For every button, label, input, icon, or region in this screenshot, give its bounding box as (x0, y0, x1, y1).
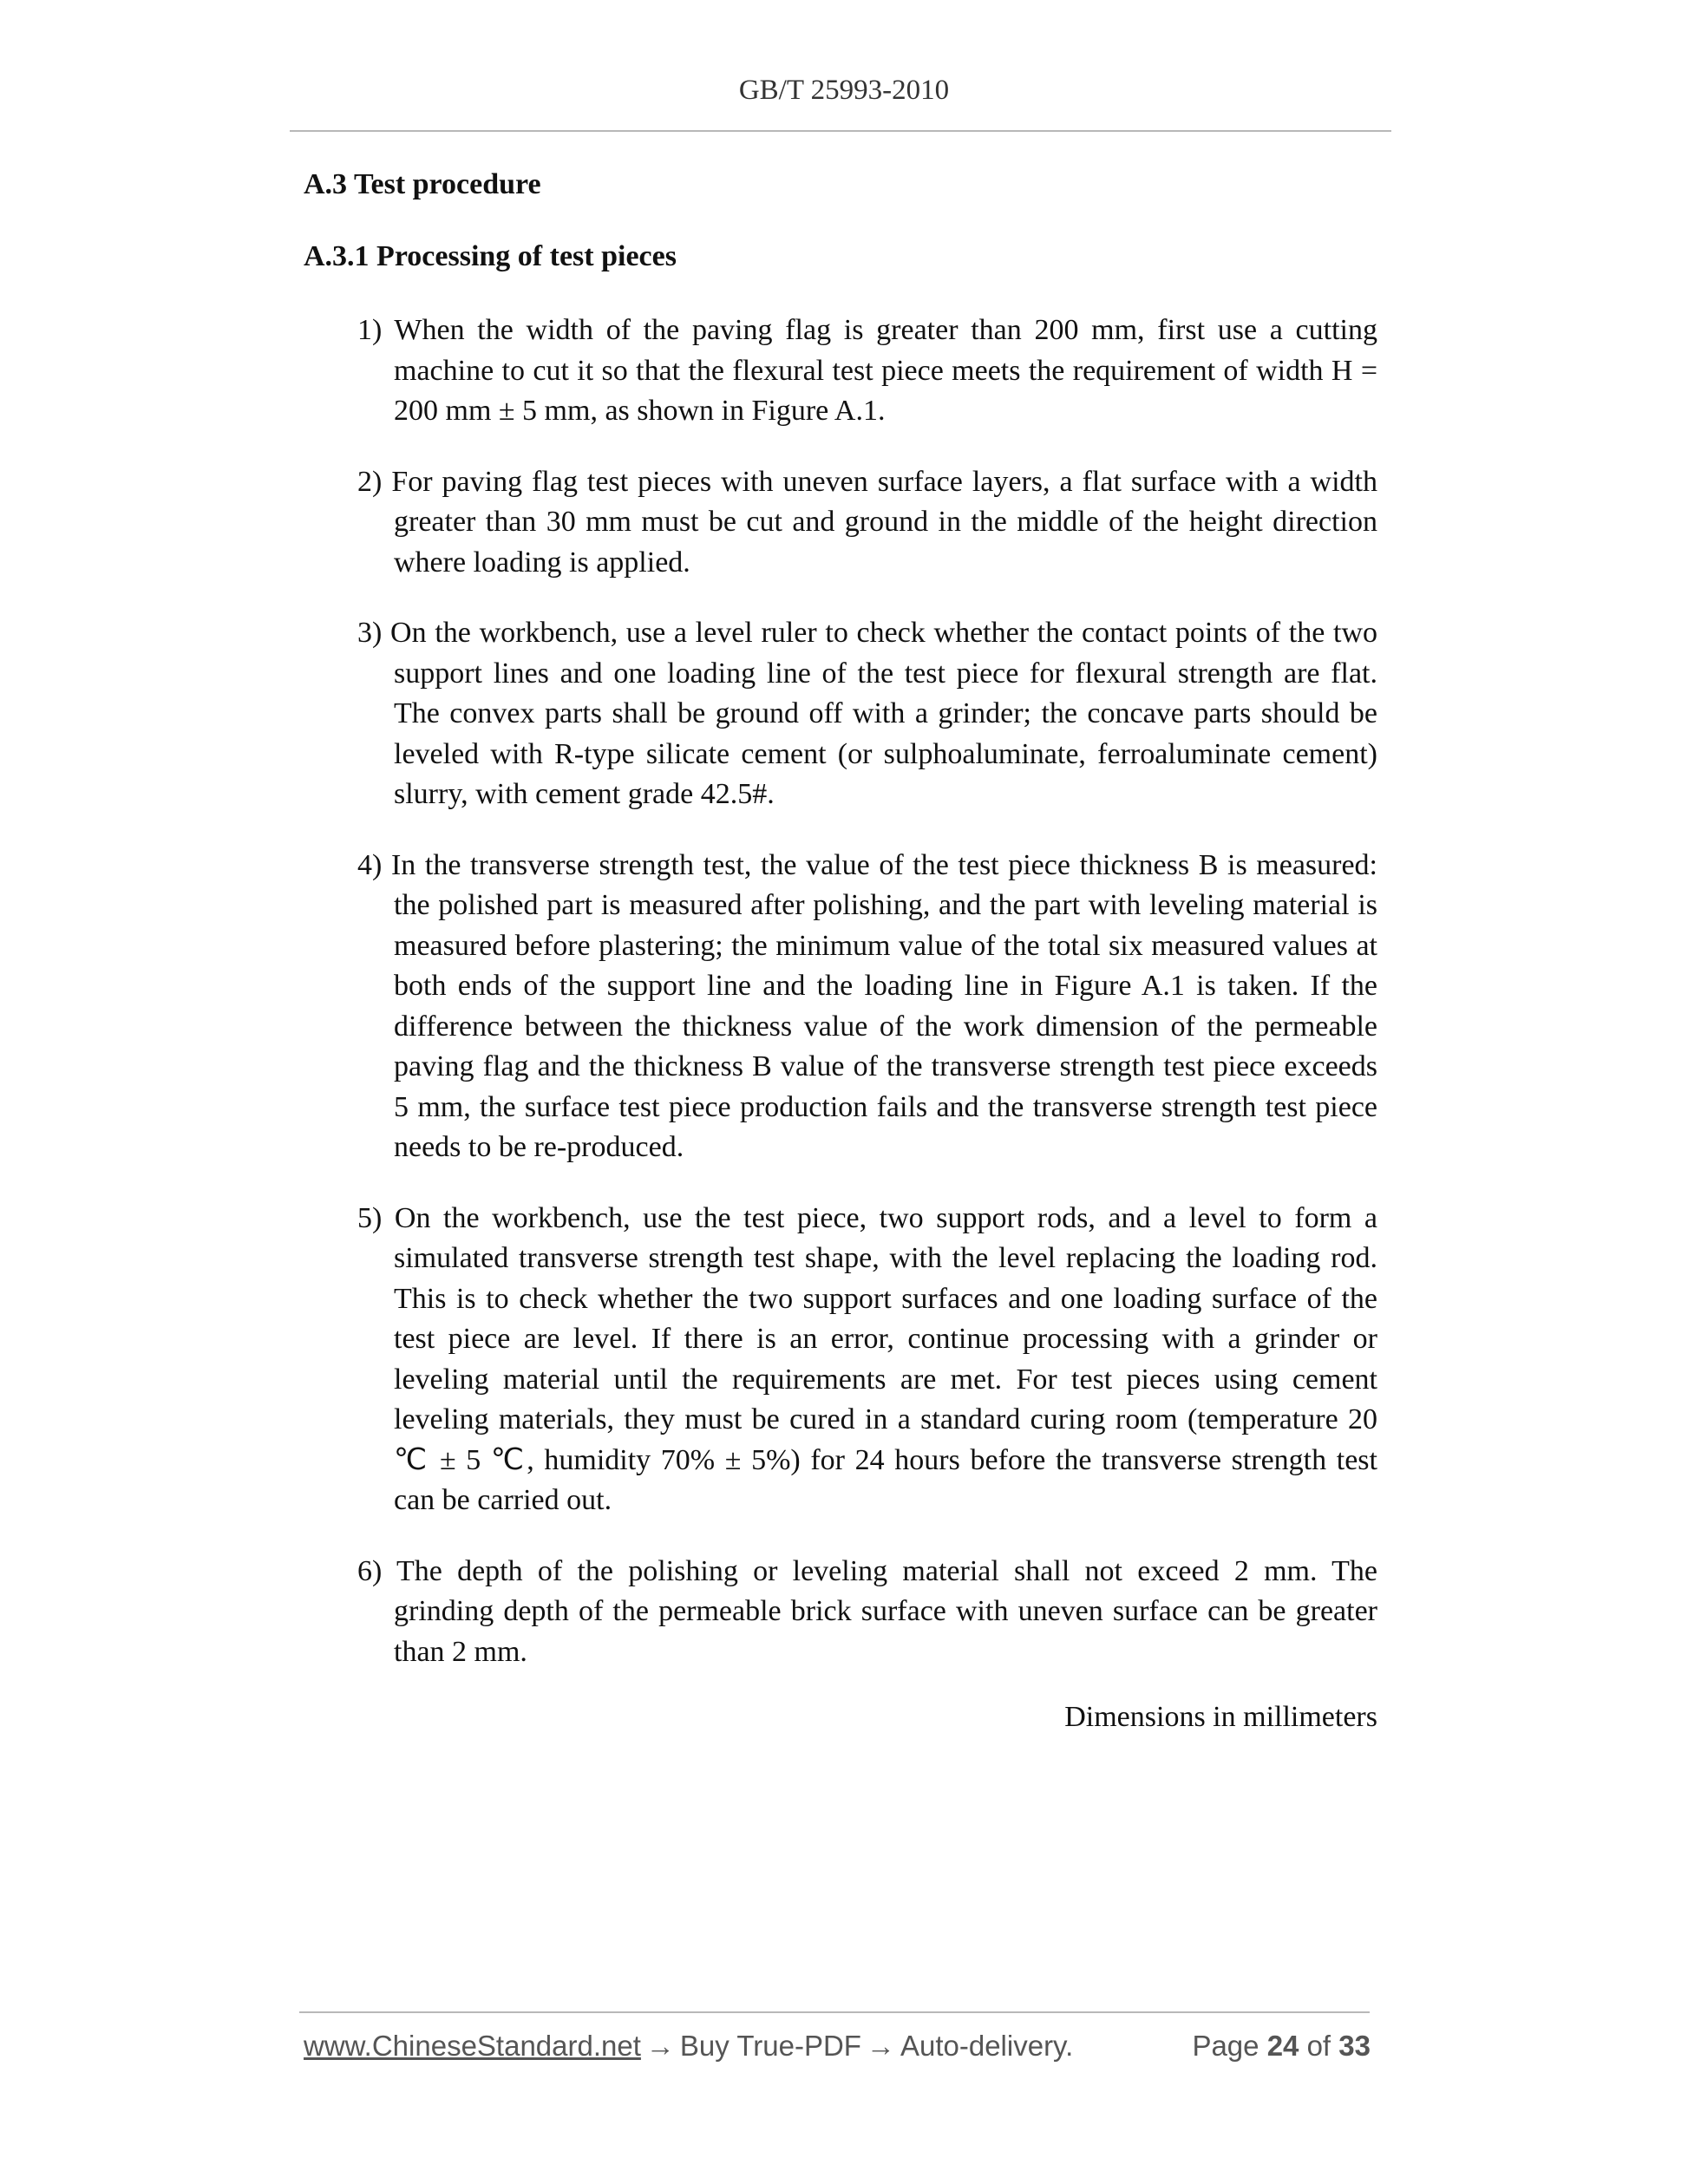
list-item (357, 846, 1377, 1168)
dimensions-note: Dimensions in millimeters (1064, 1701, 1377, 1733)
page-label: Page (1192, 2030, 1259, 2062)
of-label: of (1306, 2030, 1331, 2062)
running-header: GB/T 25993-2010 (738, 75, 950, 106)
list-item (357, 311, 1377, 432)
item-number: 1) (357, 314, 383, 346)
footer-promo (304, 2030, 1073, 2063)
arrow-right-icon: → (866, 2030, 895, 2062)
footer-divider (299, 2011, 1370, 2013)
buy-text: Buy True-PDF (679, 2030, 861, 2062)
item-text: In the transverse strength test, the value of the test piece thickness B is measured: the polished part is measured after polishing, and the part with leveling material is measured before plastering; the minimum value of the total six measured values at both ends of the support line and the loading line in Figure A.1 is taken. If the difference between the thickness value of the work dimension of the permeable paving flag and the thickness B value of the transverse strength test piece exceeds 5 mm, the surface test piece production fails and the transverse strength test piece needs to be re-produced. (390, 848, 1378, 1163)
item-number: 2) (357, 465, 383, 498)
list-item (357, 613, 1377, 815)
item-text: The depth of the polishing or leveling material shall not exceed 2 mm. The grinding depth of the permeable brick surface with uneven surface can be greater than 2 mm. (394, 1554, 1377, 1668)
page-current: 24 (1266, 2030, 1299, 2062)
item-number: 5) (357, 1201, 383, 1234)
list-item (357, 1552, 1377, 1673)
item-number: 6) (357, 1554, 383, 1587)
item-text: On the workbench, use the test piece, two support rods, and a level to form a simulated transverse strength test shape, with the level replacing the loading rod. This is to check whether the two support surfaces and one loading surface of the test piece are level. If there is an error, continue processing with a grinder or leveling material until the requirements are met. For test pieces using cement leveling materials, they must be cured in a standard curing room (temperature 20 ℃ ± 5 ℃, humidity 70% ± 5%) for 24 hours before the transverse strength test can be carried out. (394, 1201, 1378, 1516)
header-divider (290, 130, 1391, 132)
site-link[interactable]: www.ChineseStandard.net (304, 2030, 641, 2062)
list-item (357, 462, 1377, 584)
item-text: On the workbench, use a level ruler to check whether the contact points of the two support lines and one loading line of the test piece for flexural strength are flat. The convex parts shall be ground off with a grinder; the concave parts should be leveled with R-type silicate cement (or sulphoaluminate, ferroaluminate cement) slurry, with cement grade 42.5#. (390, 617, 1377, 810)
procedure-list (357, 311, 1377, 1703)
list-item (357, 1199, 1377, 1521)
delivery-text: Auto-delivery. (900, 2030, 1074, 2062)
page-total: 33 (1338, 2030, 1371, 2062)
item-number: 3) (357, 617, 383, 649)
page-number (1192, 2030, 1371, 2063)
subsection-heading: A.3.1 Processing of test pieces (304, 240, 677, 272)
section-heading: A.3 Test procedure (304, 168, 541, 200)
item-text: For paving flag test pieces with uneven surface layers, a flat surface with a width greater than 30 mm must be cut and ground in the middle of the height direction where loading is applied. (391, 465, 1378, 579)
item-number: 4) (357, 848, 383, 881)
item-text: When the width of the paving flag is greater than 200 mm, first use a cutting machine to cut it so that the flexural test piece meets the requirement of width H = 200 mm ± 5 mm, as shown in Figure A.1. (394, 314, 1377, 427)
arrow-right-icon: → (645, 2030, 675, 2062)
